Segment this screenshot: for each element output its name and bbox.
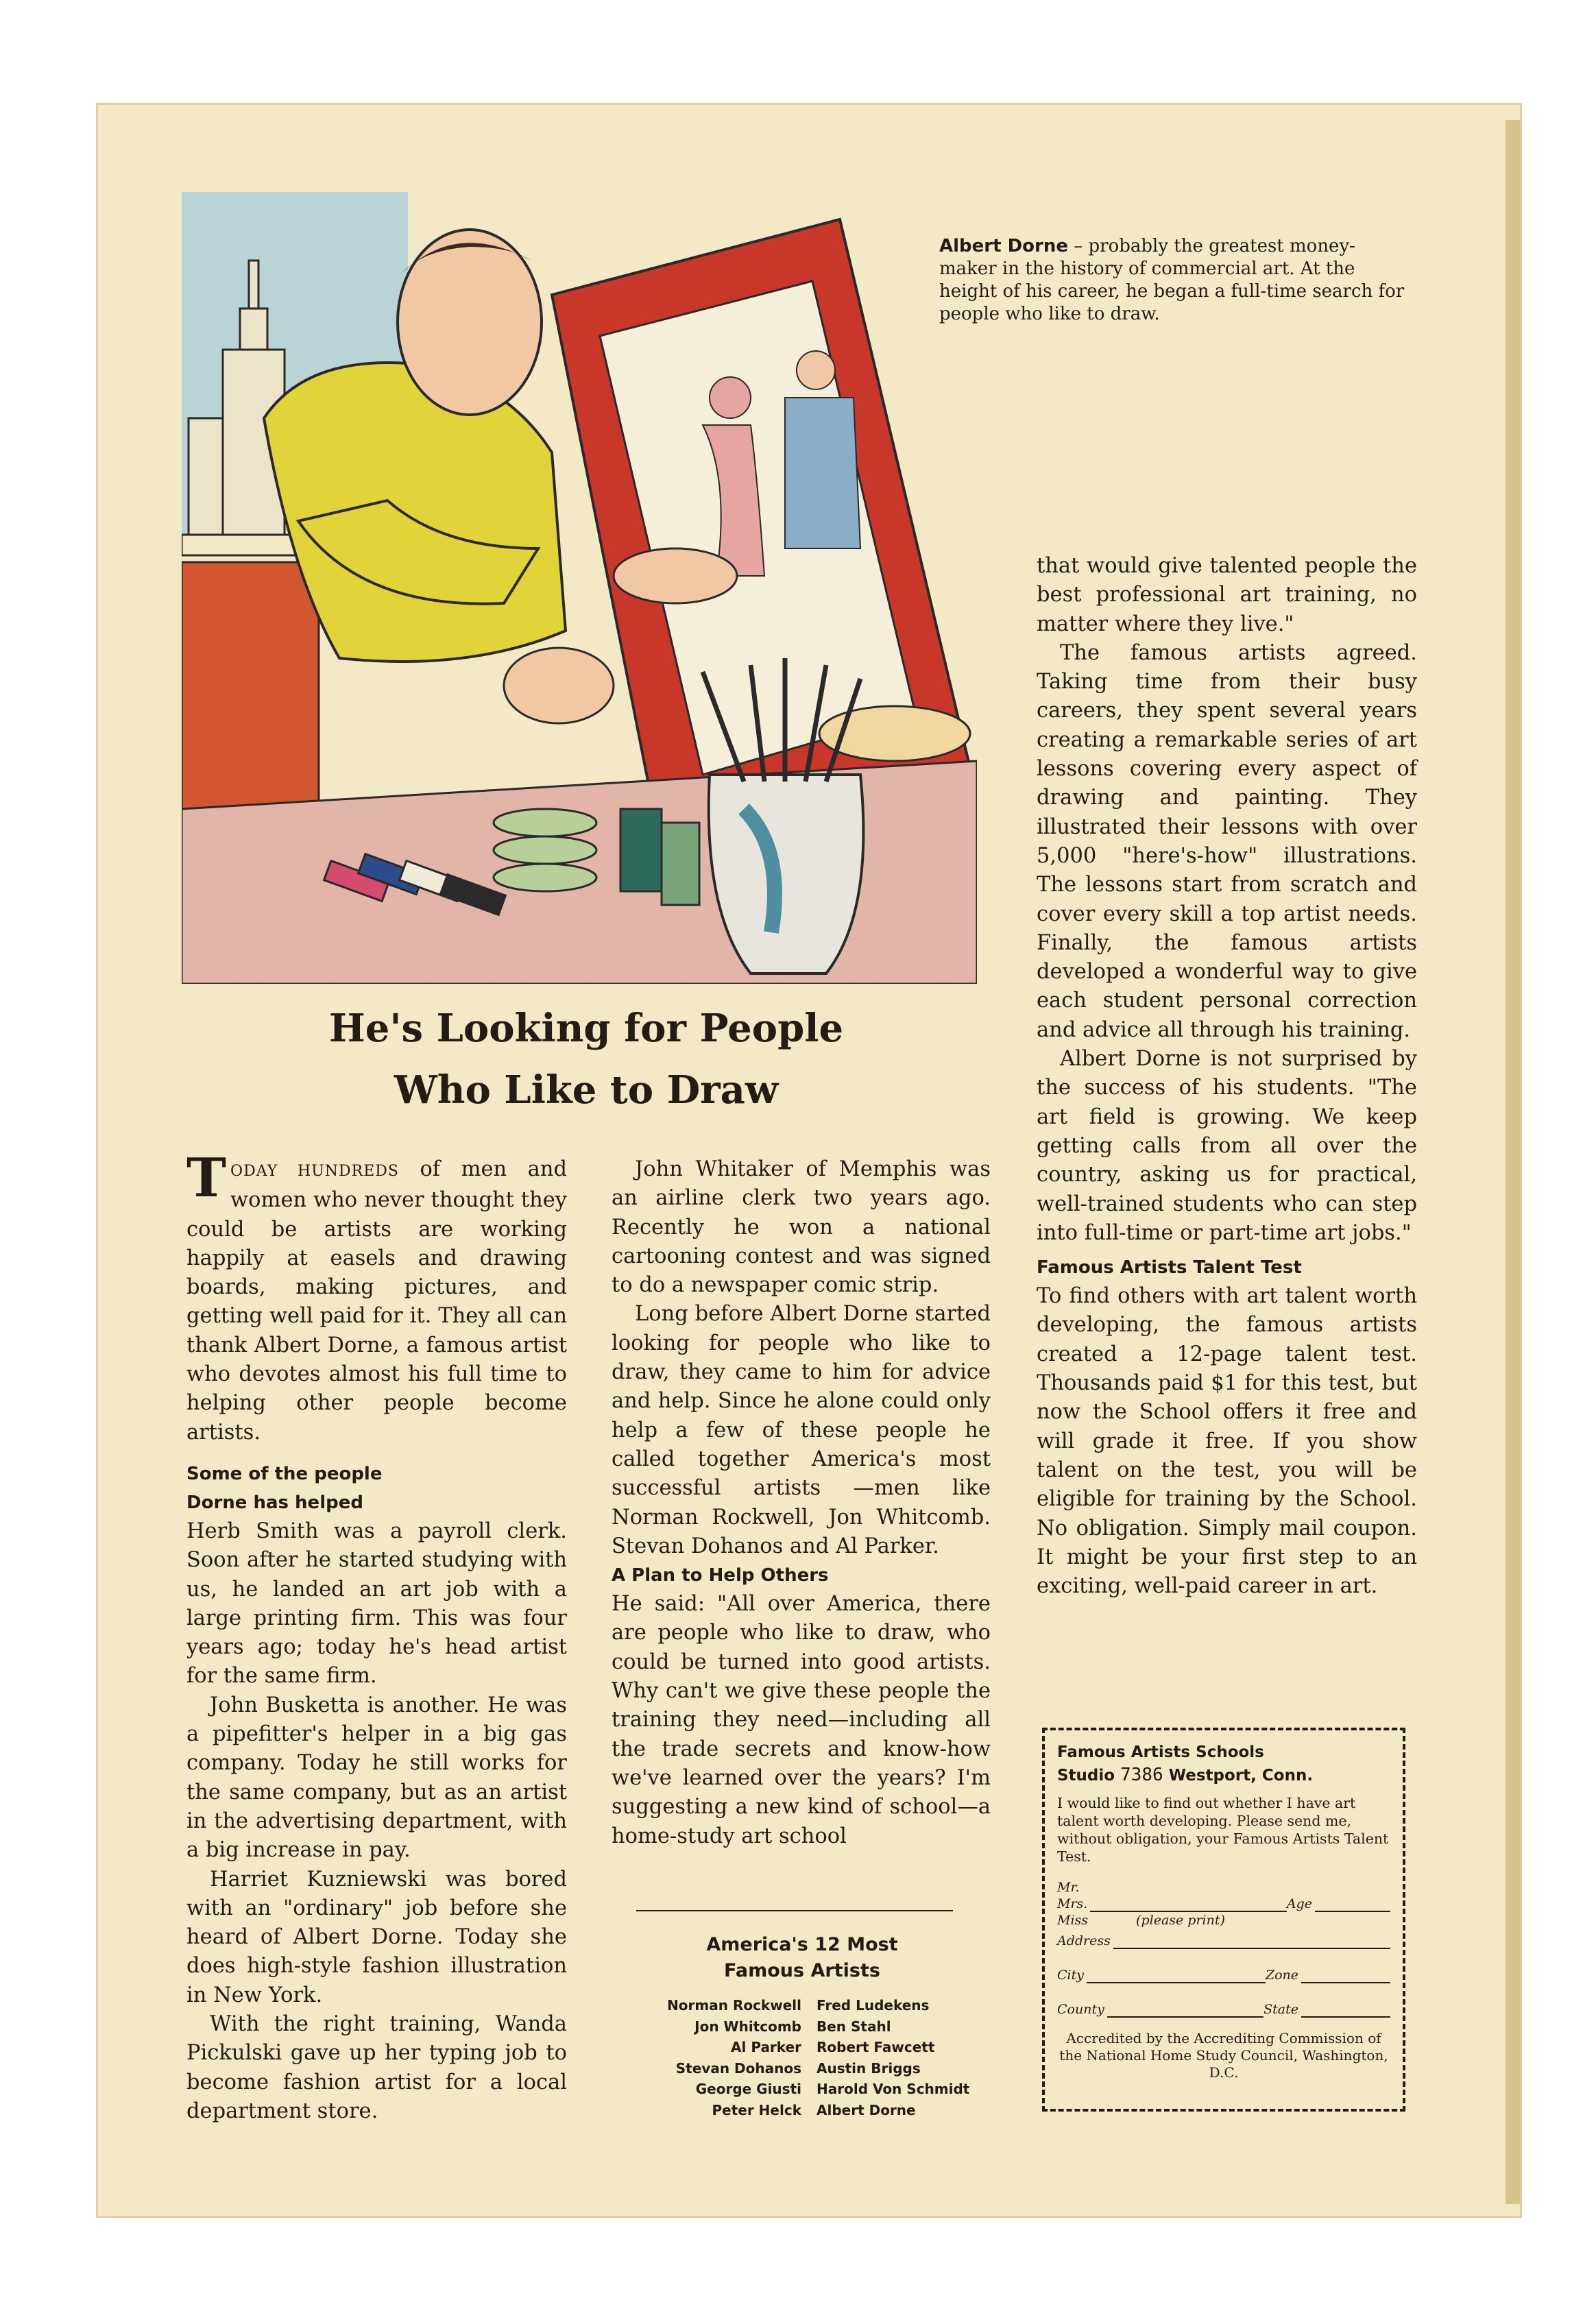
headline-line-2: Who Like to Draw bbox=[394, 1067, 779, 1113]
subhead-talent-test: Famous Artists Talent Test bbox=[1037, 1257, 1302, 1279]
address-field[interactable] bbox=[1057, 1933, 1390, 1949]
subhead-line-1: Some of the people bbox=[186, 1463, 383, 1484]
artist-name: Peter Helck bbox=[712, 2101, 801, 2118]
albert-dorne-illustration bbox=[182, 192, 977, 984]
paragraph-talent-test: To find others with art talent worth developing, the famous artists created a 12-page talent test. Thousands paid $1 for this test, but now the School offers it free and will grade it free. If you show talent on the test, you will be eligible for training by the School. No obligation. Simply mail coupon. It might be your first step to an exciting, well-paid career in art. bbox=[1037, 1284, 1417, 1599]
address-label: Address bbox=[1057, 1933, 1111, 1948]
artists-title-line-1: America's 12 Most bbox=[706, 1934, 898, 1955]
caption-text: – probably the greatest money-maker in the history of commercial art. At the height of his career, he began a full-time search for people who like to draw. bbox=[939, 236, 1405, 324]
subhead-line-2: Dorne has helped bbox=[186, 1492, 363, 1513]
headline-line-1: He's Looking for People bbox=[328, 1006, 844, 1051]
paragraph-long-before: Long before Albert Dorne started looking for people who like to draw, they came to him for advice and help. Since he alone could only help a few of these people he called together America's most successful artists —men like Norman Rockwell, Jon Whitcomb. Stevan Dohanos and Al Parker. bbox=[612, 1302, 991, 1558]
subhead-people-helped bbox=[186, 1460, 567, 1517]
accreditation-note: Accredited by the Accrediting Commission of the National Home Study Council, Washington, D.C. bbox=[1059, 2030, 1388, 2081]
mr-field[interactable] bbox=[1057, 1879, 1390, 1896]
paragraph-not-surprised: Albert Dorne is not surprised by the success of his students. "The art field is growing. We keep getting calls from all over the country, asking us for practical, well-trained students who can step into full-time or part-time art jobs." bbox=[1037, 1047, 1417, 1245]
miss-label: Miss bbox=[1057, 1913, 1089, 1928]
body-column-1 bbox=[186, 1147, 568, 2126]
city-label: City bbox=[1057, 1968, 1084, 1983]
drop-cap: T bbox=[186, 1147, 227, 1209]
paragraph-john-whitaker: John Whitaker of Memphis was an airline clerk two years ago. Recently he won a national cartooning contest and was signed to do a newspaper comic strip. bbox=[612, 1157, 991, 1298]
mrs-label: Mrs. bbox=[1057, 1896, 1088, 1911]
artists-list bbox=[603, 1995, 1015, 2120]
illustration-caption bbox=[939, 235, 1405, 326]
state-label: State bbox=[1264, 2002, 1298, 2017]
city-zone-field[interactable] bbox=[1057, 1967, 1390, 1983]
intro-paragraph: of men and women who never thought they could be artists are working happily at easels and drawing boards, making pictures, and getting well paid for it. They all can thank Albert Dorne, a famous artist who devotes almost his full time to helping other people become artists. bbox=[186, 1157, 568, 1444]
age-label: Age bbox=[1286, 1896, 1312, 1911]
headline bbox=[226, 998, 946, 1121]
miss-field[interactable] bbox=[1057, 1912, 1390, 1929]
paragraph-he-said: He said: "All over America, there are people who like to draw, who could be turned into good artists. Why can't we give these people the training they need—including all the trade secrets and know-how we've learned over the years? I'm suggesting a new kind of school—a home-study art school bbox=[612, 1592, 991, 1848]
artist-name: Al Parker bbox=[731, 2039, 801, 2055]
coupon-studio-location: Westport, Conn. bbox=[1163, 1767, 1314, 1785]
mail-coupon[interactable] bbox=[1042, 1728, 1405, 2112]
opening-smallcaps: ODAY HUNDREDS bbox=[230, 1163, 399, 1180]
coupon-studio-number: 7386 bbox=[1120, 1765, 1163, 1785]
artist-name: George Giusti bbox=[695, 2081, 801, 2097]
paragraph-wanda-pickulski: With the right training, Wanda Pickulski gave up her typing job to become fashion artist for a local department store. bbox=[186, 2012, 567, 2123]
please-print-note: (please print) bbox=[1136, 1913, 1225, 1928]
zone-label: Zone bbox=[1265, 1968, 1298, 1983]
paragraph-artists-agreed: The famous artists agreed. Taking time from their busy careers, they spent several years creating a remarkable series of art lessons covering every aspect of drawing and painting. They illustrated their lessons with over 5,000 "here's-how" illustrations. The lessons start from scratch and cover every skill a top artist needs. Finally, the famous artists developed a wonderful way to give each student personal correction and advice all through his training. bbox=[1037, 640, 1417, 1042]
county-label: County bbox=[1057, 2002, 1104, 2017]
divider-rule bbox=[636, 1910, 953, 1911]
coupon-studio-line bbox=[1057, 1764, 1390, 1787]
paragraph-herb-smith: Herb Smith was a payroll clerk. Soon after he started studying with us, he landed an art job with a large printing firm. This was four years ago; today he's head artist for the same firm. bbox=[186, 1519, 567, 1689]
artist-name: Robert Fawcett bbox=[817, 2039, 935, 2055]
paragraph-harriet-kuzniewski: Harriet Kuzniewski was bored with an "ordinary" job before she heard of Albert Dorne. Today she does high-style fashion illustration in New York. bbox=[186, 1867, 567, 2007]
artist-name: Jon Whitcomb bbox=[694, 2018, 801, 2035]
subhead-plan: A Plan to Help Others bbox=[612, 1565, 829, 1586]
coupon-form bbox=[1057, 1879, 1390, 2018]
page-edge bbox=[1506, 120, 1521, 2204]
body-column-2 bbox=[612, 1155, 991, 1851]
county-state-field[interactable] bbox=[1057, 2001, 1390, 2018]
artist-name: Stevan Dohanos bbox=[675, 2059, 801, 2077]
caption-name: Albert Dorne bbox=[939, 236, 1068, 256]
artist-name: Harold Von Schmidt bbox=[817, 2081, 970, 2097]
coupon-body: I would like to find out whether I have art talent worth developing. Please send me, without obligation, your Famous Artists Talent Test. bbox=[1057, 1795, 1389, 1865]
artist-name: Austin Briggs bbox=[817, 2059, 921, 2077]
mr-label: Mr. bbox=[1057, 1880, 1080, 1895]
artist-name: Ben Stahl bbox=[817, 2018, 891, 2035]
coupon-header bbox=[1057, 1741, 1390, 1787]
artist-name: Albert Dorne bbox=[817, 2101, 916, 2118]
coupon-studio-prefix: Studio bbox=[1057, 1767, 1121, 1785]
paragraph-john-busketta: John Busketta is another. He was a pipefitter's helper in a big gas company. Today he still works for the same company, but as an artist in the advertising department, with a big increase in pay. bbox=[186, 1693, 567, 1863]
paragraph-continued: that would give talented people the best professional art training, no matter where they live." bbox=[1037, 554, 1417, 636]
artists-title bbox=[610, 1932, 994, 1984]
artist-name: Norman Rockwell bbox=[667, 1997, 801, 2014]
coupon-school-name: Famous Artists Schools bbox=[1057, 1743, 1264, 1761]
artists-title-line-2: Famous Artists bbox=[724, 1960, 880, 1981]
artist-name: Fred Ludekens bbox=[817, 1997, 930, 2014]
mrs-age-field[interactable] bbox=[1057, 1896, 1390, 1912]
body-column-3 bbox=[1037, 552, 1417, 1601]
